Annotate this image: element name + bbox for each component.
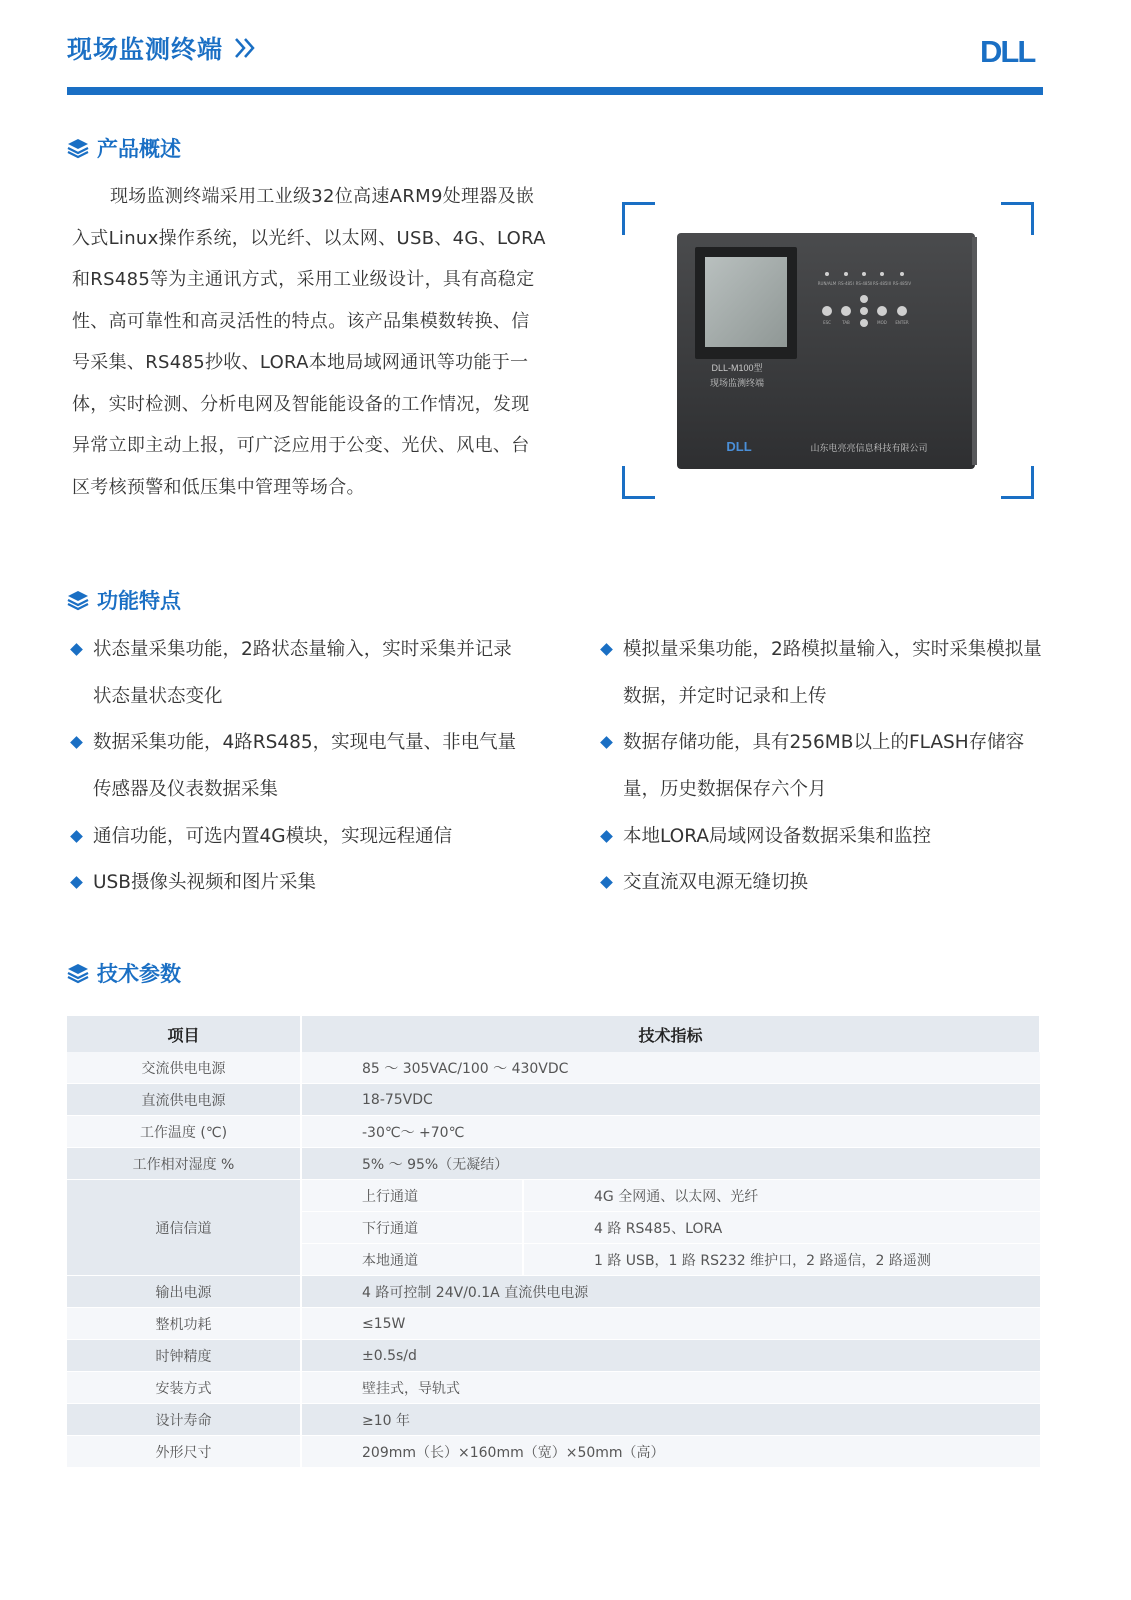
feature-item <box>597 860 1057 907</box>
spec-value: 1 路 USB，1 路 RS232 维护口，2 路遥信，2 路遥测 <box>523 1244 1040 1276</box>
spec-value: 85 ～ 305VAC/100 ～ 430VDC <box>301 1052 1040 1084</box>
frame-corner <box>1001 202 1034 235</box>
section-title: 功能特点 <box>97 589 181 613</box>
feature-item <box>67 720 527 813</box>
spec-key: 时钟精度 <box>67 1340 301 1372</box>
feature-text: 通信功能，可选内置4G模块，实现远程通信 <box>93 826 453 847</box>
table-row <box>67 1148 1040 1180</box>
spec-value: ±0.5s/d <box>301 1340 1040 1372</box>
device-model-label: DLL-M100型 <box>711 363 763 373</box>
product-photo-frame <box>622 202 1034 499</box>
column-header: 技术指标 <box>301 1016 1040 1052</box>
feature-text: 数据存储功能，具有256MB以上的FLASH存储容量，历史数据保存六个月 <box>623 732 1025 800</box>
spec-key: 直流供电电源 <box>67 1084 301 1116</box>
spec-key: 设计寿命 <box>67 1404 301 1436</box>
svg-text:TAB: TAB <box>842 320 850 325</box>
frame-corner <box>622 202 655 235</box>
svg-text:ESC: ESC <box>823 320 831 325</box>
table-row <box>67 1052 1040 1084</box>
spec-value: ≤15W <box>301 1308 1040 1340</box>
spec-subkey: 本地通道 <box>301 1244 523 1276</box>
svg-text:MOD: MOD <box>877 320 887 325</box>
spec-subkey: 下行通道 <box>301 1212 523 1244</box>
section-heading-features <box>67 585 181 615</box>
feature-text: 交直流双电源无缝切换 <box>623 872 809 893</box>
column-header: 项目 <box>67 1016 301 1052</box>
table-row <box>67 1340 1040 1372</box>
spec-subkey: 上行通道 <box>301 1180 523 1212</box>
overview-paragraph: 现场监测终端采用工业级32位高速ARM9处理器及嵌入式Linux操作系统，以光纤、以太网、USB、4G、LORA和RS485等为主通讯方式，采用工业级设计，具有高稳定性、高可靠性和高灵活性的特点。该产品集模数转换、信号采集、RS485抄收、LORA本地局域网通讯等功能于一体，实时检测、分析电网及智能能设备的工作情况，发现异常立即主动上报，可广泛应用于公变、光伏、风电、台区考核预警和低压集中管理等场合。 <box>72 186 546 498</box>
svg-text:RS-485IV: RS-485IV <box>892 281 912 286</box>
spec-table <box>67 1016 1041 1468</box>
spec-value: 壁挂式，导轨式 <box>301 1372 1040 1404</box>
table-row <box>67 1180 1040 1212</box>
device-image <box>677 229 979 475</box>
page-title-text: 现场监测终端 <box>67 35 224 64</box>
feature-item <box>597 720 1057 813</box>
header-divider <box>67 87 1043 95</box>
layers-icon <box>67 589 89 611</box>
double-chevron-right-icon <box>233 37 257 59</box>
layers-icon <box>67 137 89 159</box>
frame-corner <box>622 466 655 499</box>
feature-item <box>67 814 527 861</box>
spec-key: 工作温度 (℃) <box>67 1116 301 1148</box>
table-row <box>67 1404 1040 1436</box>
feature-item <box>67 627 527 720</box>
section-title: 技术参数 <box>97 962 181 986</box>
feature-item <box>597 627 1057 720</box>
svg-text:DLL: DLL <box>980 36 1035 64</box>
table-row <box>67 1372 1040 1404</box>
frame-corner <box>1001 466 1034 499</box>
spec-value: -30℃～ +70℃ <box>301 1116 1040 1148</box>
spec-value: 4G 全网通、以太网、光纤 <box>523 1180 1040 1212</box>
feature-item <box>67 860 527 907</box>
brand-logo <box>980 36 1042 68</box>
svg-text:RUN/ALM: RUN/ALM <box>817 281 837 286</box>
spec-key: 整机功耗 <box>67 1308 301 1340</box>
table-header-row <box>67 1016 1040 1052</box>
layers-icon <box>67 962 89 984</box>
spec-value: 209mm（长）×160mm（宽）×50mm（高） <box>301 1436 1040 1468</box>
spec-key: 工作相对湿度 % <box>67 1148 301 1180</box>
feature-text: 本地LORA局域网设备数据采集和监控 <box>623 826 931 847</box>
page-title <box>67 30 257 66</box>
spec-key: 外形尺寸 <box>67 1436 301 1468</box>
feature-text: 数据采集功能，4路RS485，实现电气量、非电气量传感器及仪表数据采集 <box>93 732 517 800</box>
section-title: 产品概述 <box>97 137 181 161</box>
spec-key: 安装方式 <box>67 1372 301 1404</box>
spec-key: 交流供电电源 <box>67 1052 301 1084</box>
svg-text:RS-485III: RS-485III <box>873 281 891 286</box>
table-row <box>67 1276 1040 1308</box>
table-row <box>67 1436 1040 1468</box>
device-name-label: 现场监测终端 <box>709 379 765 389</box>
section-heading-specs <box>67 958 181 988</box>
spec-value: 4 路 RS485、LORA <box>523 1212 1040 1244</box>
device-brand-label: DLL <box>726 439 752 454</box>
spec-key: 通信信道 <box>67 1180 301 1276</box>
spec-value: 5% ～ 95%（无凝结） <box>301 1148 1040 1180</box>
table-row <box>67 1308 1040 1340</box>
svg-text:ENTER: ENTER <box>895 320 909 325</box>
spec-value: 18-75VDC <box>301 1084 1040 1116</box>
feature-text: 状态量采集功能，2路状态量输入，实时采集并记录状态量状态变化 <box>93 639 512 707</box>
spec-value: 4 路可控制 24V/0.1A 直流供电电源 <box>301 1276 1040 1308</box>
svg-text:RS-485I: RS-485I <box>838 281 854 286</box>
dll-logo-icon <box>980 36 1042 64</box>
device-company-label: 山东电亮亮信息科技有限公司 <box>810 444 928 454</box>
feature-text: USB摄像头视频和图片采集 <box>93 872 316 893</box>
section-heading-overview <box>67 133 181 163</box>
svg-text:RS-485II: RS-485II <box>855 281 873 286</box>
feature-item <box>597 814 1057 861</box>
spec-key: 输出电源 <box>67 1276 301 1308</box>
table-row <box>67 1116 1040 1148</box>
spec-value: ≥10 年 <box>301 1404 1040 1436</box>
table-row <box>67 1084 1040 1116</box>
feature-text: 模拟量采集功能，2路模拟量输入，实时采集模拟量数据，并定时记录和上传 <box>623 639 1042 707</box>
